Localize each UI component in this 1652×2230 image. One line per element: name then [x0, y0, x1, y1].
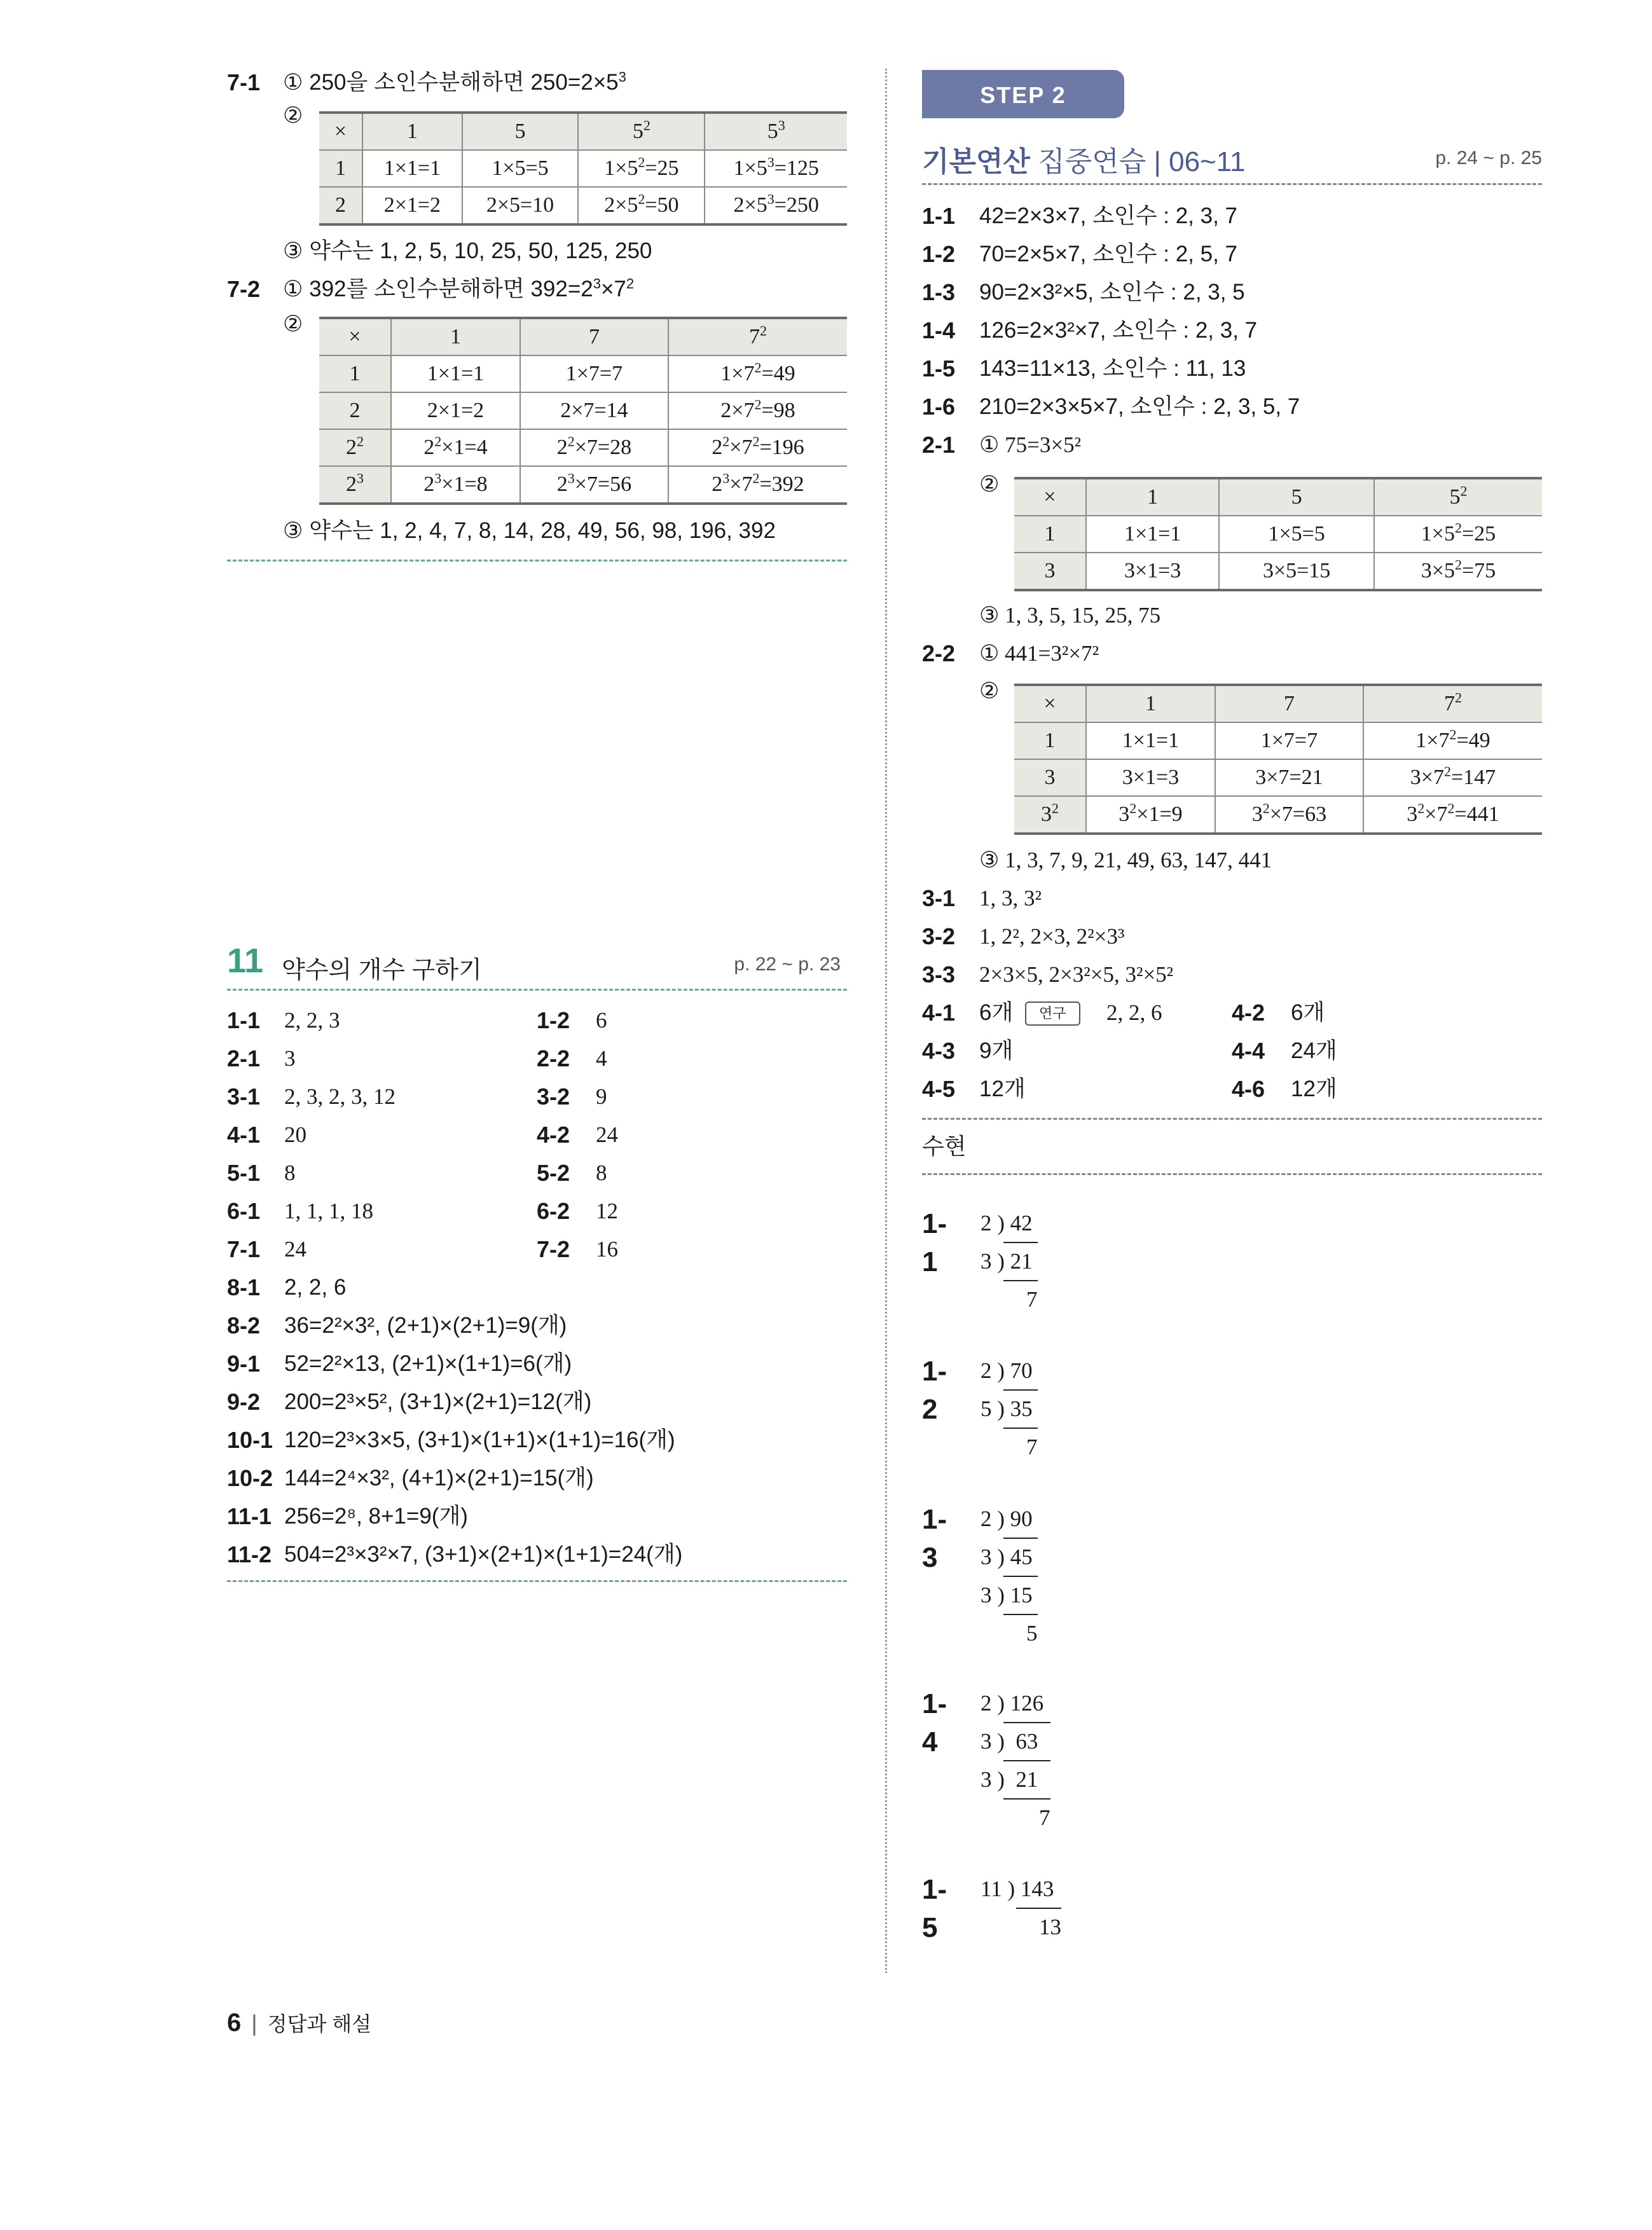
cell: 1: [319, 150, 362, 187]
divider: [922, 1118, 1542, 1120]
answer-line: 1-5 143=11×13, 소인수 : 11, 13: [922, 355, 1246, 382]
section-number: 11: [227, 942, 264, 980]
answer-pair: 7-1 24 7-2 16: [227, 1236, 618, 1262]
section-pages: p. 22 ~ p. 23: [734, 954, 841, 975]
cell: 2×7=14: [520, 392, 668, 429]
cell: 2×1=2: [362, 187, 462, 224]
q7-1-step1: [227, 64, 847, 102]
cell: 1: [391, 318, 520, 355]
q7-1-table: [319, 111, 847, 226]
cell: 1×1=1: [1086, 516, 1219, 553]
cell: $2^3\times 1=8$: [391, 466, 520, 504]
q2-1-table: [1014, 477, 1542, 591]
answer-line: 3-2 1, 2², 2×3, 2²×3³: [922, 923, 1125, 949]
cell: 1×7=7: [1215, 722, 1363, 759]
q7-2-step1: 7-2 ① 392를 소인수분해하면 $392=2^3\times 7^2$: [227, 275, 635, 302]
divider: [922, 1173, 1542, 1175]
cell: ×: [1014, 478, 1086, 516]
cell: $2^2\times 1=4$: [391, 429, 520, 466]
cell: 3×7=21: [1215, 759, 1363, 796]
cell: 7: [520, 318, 668, 355]
q7-1-circle2: ②: [283, 103, 303, 128]
q7-2-step3: ③ 약수는 1, 2, 4, 7, 8, 14, 28, 49, 56, 98, 196, 392: [283, 518, 776, 543]
section-11-header: [227, 941, 847, 986]
answer-line: 10-2 144=2⁴×3², (4+1)×(2+1)=15(개): [227, 1465, 594, 1491]
cell: 3×1=3: [1086, 759, 1215, 796]
cell: $2^3\times 7=56$: [520, 466, 668, 504]
answer-line: 9-1 52=2²×13, (2+1)×(1+1)=6(개): [227, 1351, 572, 1377]
cell: 1×5=5: [462, 150, 579, 187]
answer-pair: 3-1 2, 3, 2, 3, 12 3-2 9: [227, 1084, 607, 1110]
answer-line: 1-1 42=2×3×7, 소인수 : 2, 3, 7: [922, 203, 1237, 229]
cell: 2×5=10: [462, 187, 579, 224]
cell: ×: [1014, 685, 1086, 722]
answer-line: 4-1 6개 연구 2, 2, 6 4-2 6개: [922, 1000, 1325, 1026]
page-footer: [227, 2008, 371, 2046]
header-rest: 집중연습: [1030, 146, 1146, 177]
q7-1-label: 7-1: [227, 69, 261, 95]
section-title: 약수의 개수 구하기: [282, 957, 482, 984]
cell: ×: [319, 318, 391, 355]
column-divider: [885, 69, 887, 1973]
cell: 1: [1086, 478, 1219, 516]
cell: $2^2\times 7^2=196$: [668, 429, 847, 466]
cell: 3×1=3: [1086, 553, 1219, 590]
page-number: 6: [227, 2009, 242, 2037]
cell: ×: [319, 113, 362, 150]
cell: 3×5=15: [1219, 553, 1374, 590]
cell: 1: [1014, 722, 1086, 759]
cell: $1\times 7^2=49$: [668, 355, 847, 392]
divider: [227, 989, 847, 991]
answer-line: 3-3 2×3×5, 2×3²×5, 3²×5²: [922, 961, 1174, 988]
cell: $1\times 5^3=125$: [705, 150, 847, 187]
answer-line: 1-6 210=2×3×5×7, 소인수 : 2, 3, 5, 7: [922, 394, 1300, 420]
cell: 1×1=1: [362, 150, 462, 187]
header-range: 06~11: [1169, 146, 1246, 177]
answer-line: 1-4 126=2×3²×7, 소인수 : 2, 3, 7: [922, 317, 1258, 343]
left-column: [227, 64, 847, 1567]
cell: $3^2\times 1=9$: [1086, 796, 1215, 834]
step-badge: STEP 2: [922, 70, 1124, 118]
cell: $2^3$: [319, 466, 391, 504]
cell: $3\times 5^2=75$: [1374, 553, 1542, 590]
answer-line: 9-2 200=2³×5², (3+1)×(2+1)=12(개): [227, 1389, 592, 1415]
answer-pair: 4-1 20 4-2 24: [227, 1122, 618, 1148]
cell: $5^2$: [1374, 478, 1542, 516]
cell: 3: [1014, 759, 1086, 796]
cell: $2\times 5^2=50$: [578, 187, 705, 224]
cell: $2\times 5^3=250$: [705, 187, 847, 224]
cell: 2×1=2: [391, 392, 520, 429]
cell: $7^2$: [1363, 685, 1542, 722]
cell: 7: [1215, 685, 1363, 722]
right-answers-2: [922, 841, 1542, 1108]
header-bold: 기본연산: [922, 146, 1031, 177]
cell: 1: [319, 355, 391, 392]
cell: $5^2$: [578, 113, 705, 150]
cell: 1: [362, 113, 462, 150]
footer-bar: |: [251, 2010, 258, 2036]
cell: $2^2$: [319, 429, 391, 466]
q7-1-step3: ③ 약수는 1, 2, 5, 10, 25, 50, 125, 250: [283, 238, 652, 263]
q7-2-circle2: ②: [283, 312, 303, 336]
answer-pair: 1-1 2, 2, 3 1-2 6: [227, 1007, 607, 1033]
header-pages: p. 24 ~ p. 25: [1435, 148, 1542, 169]
right-answers-1: [922, 197, 1542, 464]
cell: 1: [1014, 516, 1086, 553]
answer-line: 11-1 256=2⁸, 8+1=9(개): [227, 1503, 468, 1529]
q2-2-step3: ③ 1, 3, 7, 9, 21, 49, 63, 147, 441: [979, 848, 1272, 872]
answer-line: 3-1 1, 3, 3²: [922, 885, 1042, 911]
study-badge: 연구: [1025, 1001, 1080, 1026]
q7-1-step1-text: ① 250을 소인수분해하면 $250=2\times 5^3$: [283, 69, 626, 95]
answer-line: 1-2 70=2×5×7, 소인수 : 2, 5, 7: [922, 241, 1237, 267]
answer-line: 2-1 ① 75=3×5²: [922, 432, 1082, 458]
section-11-answers: [227, 1001, 847, 1574]
answer-line: 8-2 36=2²×3², (2+1)×(2+1)=9(개): [227, 1312, 567, 1339]
q2-2-step1: 2-2 ① 441=3²×7²: [922, 640, 1099, 666]
cell: $1\times 7^2=49$: [1363, 722, 1542, 759]
answer-pair: 5-1 8 5-2 8: [227, 1160, 607, 1186]
cell: 5: [1219, 478, 1374, 516]
divider: [922, 183, 1542, 185]
q2-2-table: [1014, 684, 1542, 835]
q2-2-circle2: ②: [979, 678, 1000, 703]
cell: 1×7=7: [520, 355, 668, 392]
answer-line: 4-3 9개 4-4 24개: [922, 1038, 1337, 1064]
answer-pair: 2-1 3 2-2 4: [227, 1045, 607, 1071]
answer-line: 8-1 2, 2, 6: [227, 1274, 347, 1300]
divider: [227, 560, 847, 561]
cell: 1×5=5: [1219, 516, 1374, 553]
answer-line: 10-1 120=2³×3×5, (3+1)×(1+1)×(1+1)=16(개): [227, 1427, 675, 1453]
cell: $3^2$: [1014, 796, 1086, 834]
cell: 1×1=1: [1086, 722, 1215, 759]
right-header: [922, 139, 1542, 183]
cell: 2: [319, 187, 362, 224]
cell: $3\times 7^2=147$: [1363, 759, 1542, 796]
cell: $1\times 5^2=25$: [578, 150, 705, 187]
cell: $2\times 7^2=98$: [668, 392, 847, 429]
answer-line: 11-2 504=2³×3²×7, (3+1)×(2+1)×(1+1)=24(개): [227, 1541, 683, 1567]
cell: $2^3\times 7^2=392$: [668, 466, 847, 504]
cell: 2: [319, 392, 391, 429]
suhyeon-label: 수현: [922, 1133, 967, 1159]
q7-2-table: [319, 317, 847, 505]
cell: 5: [462, 113, 579, 150]
cell: $7^2$: [668, 318, 847, 355]
divider: [227, 1580, 847, 1582]
answer-line: 4-5 12개 4-6 12개: [922, 1076, 1337, 1102]
answer-pair: 6-1 1, 1, 1, 18 6-2 12: [227, 1198, 618, 1224]
cell: 1: [1086, 685, 1215, 722]
cell: $5^3$: [705, 113, 847, 150]
q2-1-step3: ③ 1, 3, 5, 15, 25, 75: [979, 603, 1161, 628]
cell: 3: [1014, 553, 1086, 590]
answer-line: 1-3 90=2×3²×5, 소인수 : 2, 3, 5: [922, 279, 1245, 305]
cell: $3^2\times 7^2=441$: [1363, 796, 1542, 834]
footer-title: 정답과 해설: [267, 2013, 372, 2035]
cell: 1×1=1: [391, 355, 520, 392]
q2-1-circle2: ②: [979, 472, 1000, 497]
cell: $3^2\times 7=63$: [1215, 796, 1363, 834]
cell: $1\times 5^2=25$: [1374, 516, 1542, 553]
cell: $2^2\times 7=28$: [520, 429, 668, 466]
header-bar: |: [1146, 146, 1169, 177]
